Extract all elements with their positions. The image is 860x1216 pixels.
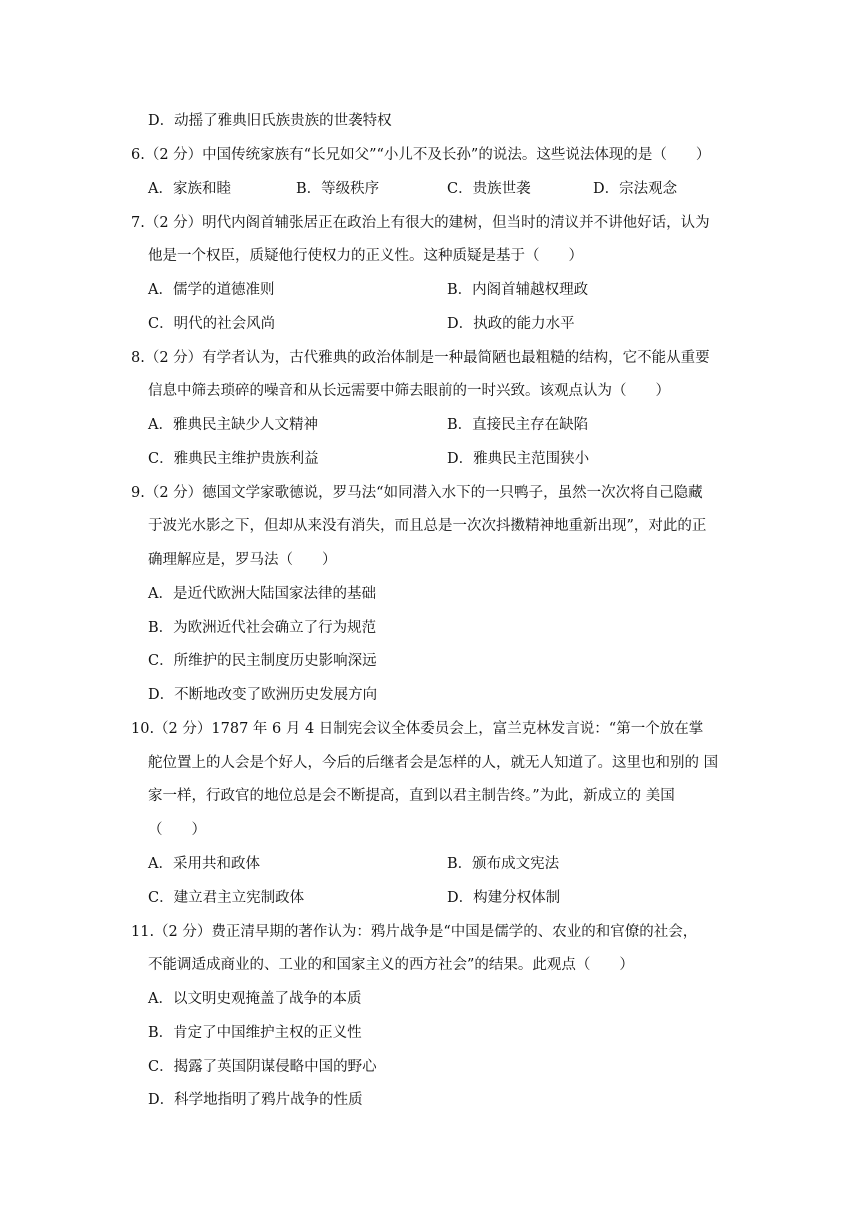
q6-option-d: D．宗法观念 [593, 181, 678, 197]
q11-option-a: A．以文明史观掩盖了战争的本质 [148, 991, 362, 1007]
q6-option-b: B．等级秩序 [296, 181, 380, 197]
q11-stem-line: 不能调适成商业的、工业的和国家主义的西方社会”的结果。此观点（ ） [148, 957, 634, 973]
q9-option-a: A．是近代欧洲大陆国家法律的基础 [148, 586, 376, 602]
q9-stem-line: 9.（2 分）德国文学家歌德说，罗马法“如同潜入水下的一只鸭子，虽然一次次将自己隐藏 [131, 485, 703, 501]
q10-stem-line: （ ） [148, 822, 206, 838]
q8-stem-line: 信息中筛去琐碎的噪音和从长远需要中筛去眼前的一时兴致。该观点认为（ ） [148, 383, 670, 399]
q10-stem-line: 舵位置上的人会是个好人，今后的后继者会是怎样的人，就无人知道了。这里也和别的 国 [148, 755, 719, 771]
q6-option-a: A．家族和睦 [148, 181, 231, 197]
q7-option-a: A．儒学的道德准则 [148, 282, 275, 298]
q9-option-c: C．所维护的民主制度历史影响深远 [148, 653, 377, 669]
q10-option-b: B．颁布成文宪法 [447, 856, 560, 872]
q9-option-b: B．为欧洲近代社会确立了行为规范 [148, 620, 377, 636]
q5-option-d: D．动摇了雅典旧氏族贵族的世袭特权 [148, 113, 392, 129]
q10-option-c: C．建立君主立宪制政体 [148, 890, 305, 906]
q10-option-a: A．采用共和政体 [148, 856, 260, 872]
q7-option-c: C．明代的社会风尚 [148, 316, 276, 332]
q8-stem-line: 8.（2 分）有学者认为，古代雅典的政治体制是一种最简陋也最粗糙的结构，它不能从重要 [131, 350, 710, 366]
q10-stem-line: 家一样，行政官的地位总是会不断提高，直到以君主制告终。”为此，新成立的 美国 [148, 788, 675, 804]
q10-option-d: D．构建分权体制 [447, 890, 561, 906]
q6-option-c: C．贵族世袭 [447, 181, 531, 197]
q6-stem: 6.（2 分）中国传统家族有“长兄如父”“小儿不及长孙”的说法。这些说法体现的是（ ） [131, 147, 711, 163]
q11-option-d: D．科学地指明了鸦片战争的性质 [148, 1092, 363, 1108]
q8-option-b: B．直接民主存在缺陷 [447, 417, 589, 433]
q11-option-c: C．揭露了英国阴谋侵略中国的野心 [148, 1059, 377, 1075]
q11-option-b: B．肯定了中国维护主权的正义性 [148, 1025, 362, 1041]
q7-option-d: D．执政的能力水平 [447, 316, 575, 332]
q10-stem-line: 10.（2 分）1787 年 6 月 4 日制宪会议全体委员会上，富兰克林发言说：“第一个放在掌 [131, 721, 704, 737]
q7-stem-line: 7.（2 分）明代内阁首辅张居正在政治上有很大的建树，但当时的清议并不讲他好话，认为 [131, 215, 710, 231]
q11-stem-line: 11.（2 分）费正清早期的著作认为：鸦片战争是“中国是儒学的、农业的和官僚的社会， [131, 924, 698, 940]
q8-option-d: D．雅典民主范围狭小 [447, 451, 590, 467]
q8-option-c: C．雅典民主维护贵族利益 [148, 451, 319, 467]
q9-stem-line: 确理解应是，罗马法（ ） [148, 552, 337, 568]
q8-option-a: A．雅典民主缺少人文精神 [148, 417, 318, 433]
q7-stem-line: 他是一个权臣，质疑他行使权力的正义性。这种质疑是基于（ ） [148, 248, 583, 264]
q9-stem-line: 于波光水影之下，但却从来没有消失，而且总是一次次抖擞精神地重新出现”，对此的正 [148, 518, 707, 534]
q9-option-d: D．不断地改变了欧洲历史发展方向 [148, 687, 378, 703]
q7-option-b: B．内阁首辅越权理政 [447, 282, 589, 298]
